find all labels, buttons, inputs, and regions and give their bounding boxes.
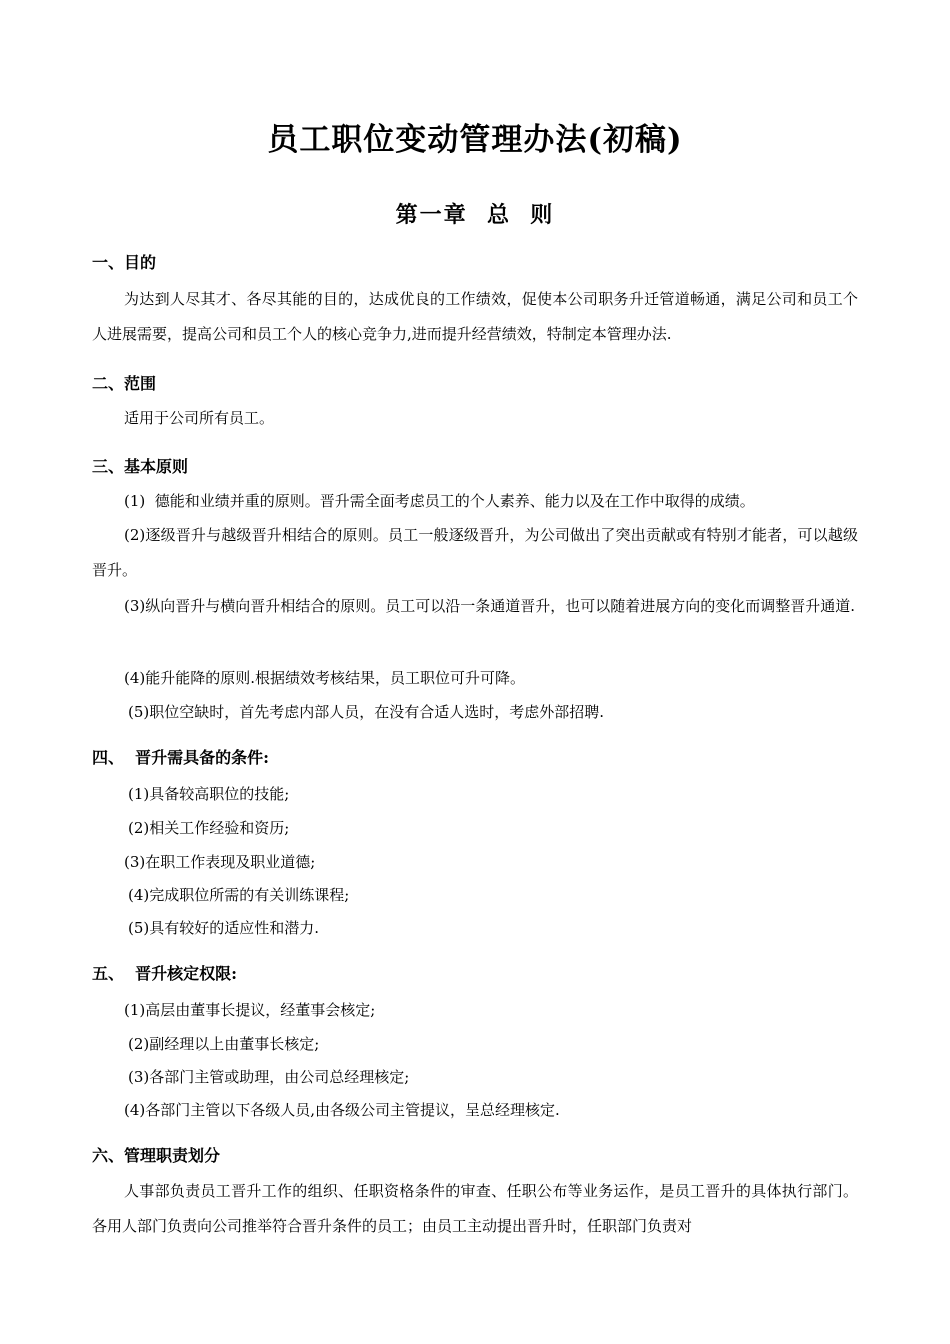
principle-item-3: (3)纵向晋升与横向晋升相结合的原则。员工可以沿一条通道晋升，也可以随着进展方向的变化而调整晋升通道. [124, 597, 856, 615]
authority-item-4: (4)各部门主管以下各级人员,由各级公司主管提议，呈总经理核定. [124, 1101, 560, 1119]
principle-item-1: (1) 德能和业绩并重的原则。晋升需全面考虑员工的个人素养、能力以及在工作中取得的成绩。 [124, 492, 755, 510]
section-text-responsibilities: 人事部负责员工晋升工作的组织、任职资格条件的审查、任职公布等业务运作，是员工晋升的具体执行部门。各用人部门负责向公司推举符合晋升条件的员工；由员工主动提出晋升时，任职部门负责对 [92, 1182, 858, 1235]
principle-item-5: (5)职位空缺时，首先考虑内部人员，在没有合适人选时，考虑外部招聘. [128, 703, 605, 721]
authority-item-2: (2)副经理以上由董事长核定; [128, 1035, 320, 1053]
authority-item-1: (1)高层由董事长提议，经董事会核定; [124, 1001, 376, 1019]
section-text-scope: 适用于公司所有员工。 [124, 409, 275, 427]
chapter-heading: 第一章 总 则 [395, 202, 555, 228]
section-heading-scope: 二、范围 [92, 374, 157, 393]
section-heading-responsibilities: 六、管理职责划分 [92, 1146, 221, 1165]
section-heading-approval-authority: 五、 晋升核定权限: [92, 964, 238, 983]
principle-item-4: (4)能升能降的原则.根据绩效考核结果，员工职位可升可降。 [124, 669, 526, 687]
document-title: 员工职位变动管理办法(初稿) [267, 122, 683, 158]
condition-item-2: (2)相关工作经验和资历; [128, 819, 290, 837]
section-heading-purpose: 一、目的 [92, 253, 157, 272]
section-text-purpose: 为达到人尽其才、各尽其能的目的，达成优良的工作绩效，促使本公司职务升迁管道畅通，满足公司和员工个人进展需要，提高公司和员工个人的核心竞争力,进而提升经营绩效，特制定本管理办法. [92, 290, 858, 343]
condition-item-5: (5)具有较好的适应性和潜力. [128, 919, 320, 937]
authority-item-3: (3)各部门主管或助理，由公司总经理核定; [128, 1068, 410, 1086]
section-heading-principles: 三、基本原则 [92, 457, 189, 476]
condition-item-3: (3)在职工作表现及职业道德; [124, 853, 316, 871]
condition-item-1: (1)具备较高职位的技能; [128, 785, 290, 803]
condition-item-4: (4)完成职位所需的有关训练课程; [128, 886, 350, 904]
section-heading-promotion-conditions: 四、 晋升需具备的条件: [92, 748, 270, 767]
principle-item-2: (2)逐级晋升与越级晋升相结合的原则。员工一般逐级晋升，为公司做出了突出贡献或有特别才能者，可以越级晋升。 [92, 526, 858, 579]
